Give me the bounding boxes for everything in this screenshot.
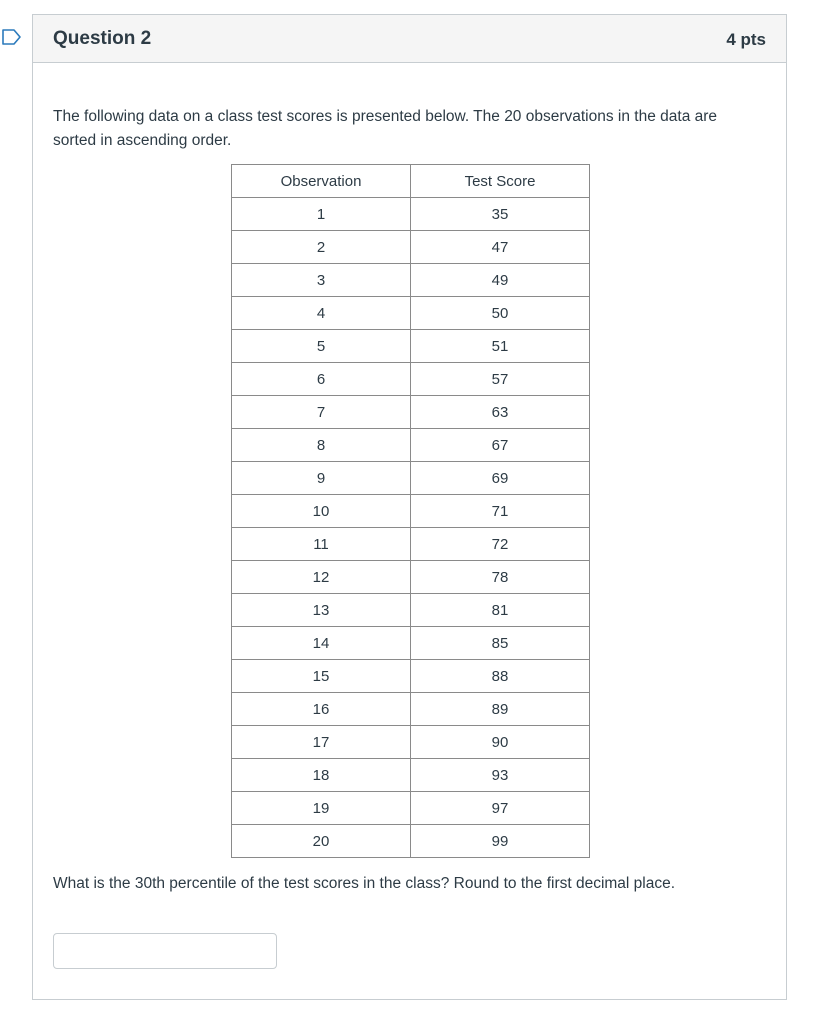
observation-cell: 2	[232, 231, 411, 264]
table-row	[232, 825, 590, 858]
question-points: 4 pts	[726, 30, 766, 49]
observation-cell: 12	[232, 561, 411, 594]
observation-cell: 19	[232, 792, 411, 825]
score-cell: 69	[411, 462, 590, 495]
table-row	[232, 726, 590, 759]
observation-cell: 17	[232, 726, 411, 759]
observation-cell: 5	[232, 330, 411, 363]
table-row	[232, 264, 590, 297]
score-cell: 51	[411, 330, 590, 363]
score-cell: 88	[411, 660, 590, 693]
question-title: Question 2	[53, 28, 152, 49]
observation-cell: 15	[232, 660, 411, 693]
column-header-test-score: Test Score	[411, 165, 590, 198]
question-prompt: What is the 30th percentile of the test scores in the class? Round to the first decimal place.	[53, 875, 676, 892]
observation-cell: 7	[232, 396, 411, 429]
observation-cell: 1	[232, 198, 411, 231]
bookmark-flag-icon[interactable]	[2, 27, 22, 47]
table-row	[232, 396, 590, 429]
question-card	[32, 14, 787, 1000]
table-row	[232, 792, 590, 825]
table-header-row	[232, 165, 590, 198]
score-cell: 63	[411, 396, 590, 429]
table-row	[232, 693, 590, 726]
observation-cell: 14	[232, 627, 411, 660]
table-row	[232, 429, 590, 462]
score-cell: 57	[411, 363, 590, 396]
score-cell: 67	[411, 429, 590, 462]
table-row	[232, 627, 590, 660]
table-row	[232, 363, 590, 396]
score-cell: 81	[411, 594, 590, 627]
table-row	[232, 759, 590, 792]
score-cell: 71	[411, 495, 590, 528]
observation-cell: 16	[232, 693, 411, 726]
score-cell: 47	[411, 231, 590, 264]
score-cell: 72	[411, 528, 590, 561]
score-cell: 90	[411, 726, 590, 759]
score-cell: 78	[411, 561, 590, 594]
table-row	[232, 594, 590, 627]
score-cell: 35	[411, 198, 590, 231]
observation-cell: 8	[232, 429, 411, 462]
score-cell: 97	[411, 792, 590, 825]
question-header	[33, 15, 786, 63]
question-intro: The following data on a class test scores is presented below. The 20 observations in the data are sorted in ascending order.	[53, 108, 718, 149]
scores-table	[231, 164, 590, 858]
score-cell: 89	[411, 693, 590, 726]
table-row	[232, 660, 590, 693]
table-row	[232, 231, 590, 264]
answer-input[interactable]	[53, 933, 277, 969]
score-cell: 93	[411, 759, 590, 792]
score-cell: 85	[411, 627, 590, 660]
column-header-observation: Observation	[232, 165, 411, 198]
observation-cell: 20	[232, 825, 411, 858]
observation-cell: 13	[232, 594, 411, 627]
table-row	[232, 495, 590, 528]
table-row	[232, 198, 590, 231]
score-cell: 99	[411, 825, 590, 858]
observation-cell: 6	[232, 363, 411, 396]
observation-cell: 10	[232, 495, 411, 528]
score-cell: 49	[411, 264, 590, 297]
table-row	[232, 297, 590, 330]
observation-cell: 4	[232, 297, 411, 330]
table-row	[232, 462, 590, 495]
observation-cell: 11	[232, 528, 411, 561]
observation-cell: 18	[232, 759, 411, 792]
observation-cell: 3	[232, 264, 411, 297]
table-row	[232, 561, 590, 594]
score-cell: 50	[411, 297, 590, 330]
table-row	[232, 330, 590, 363]
observation-cell: 9	[232, 462, 411, 495]
table-row	[232, 528, 590, 561]
